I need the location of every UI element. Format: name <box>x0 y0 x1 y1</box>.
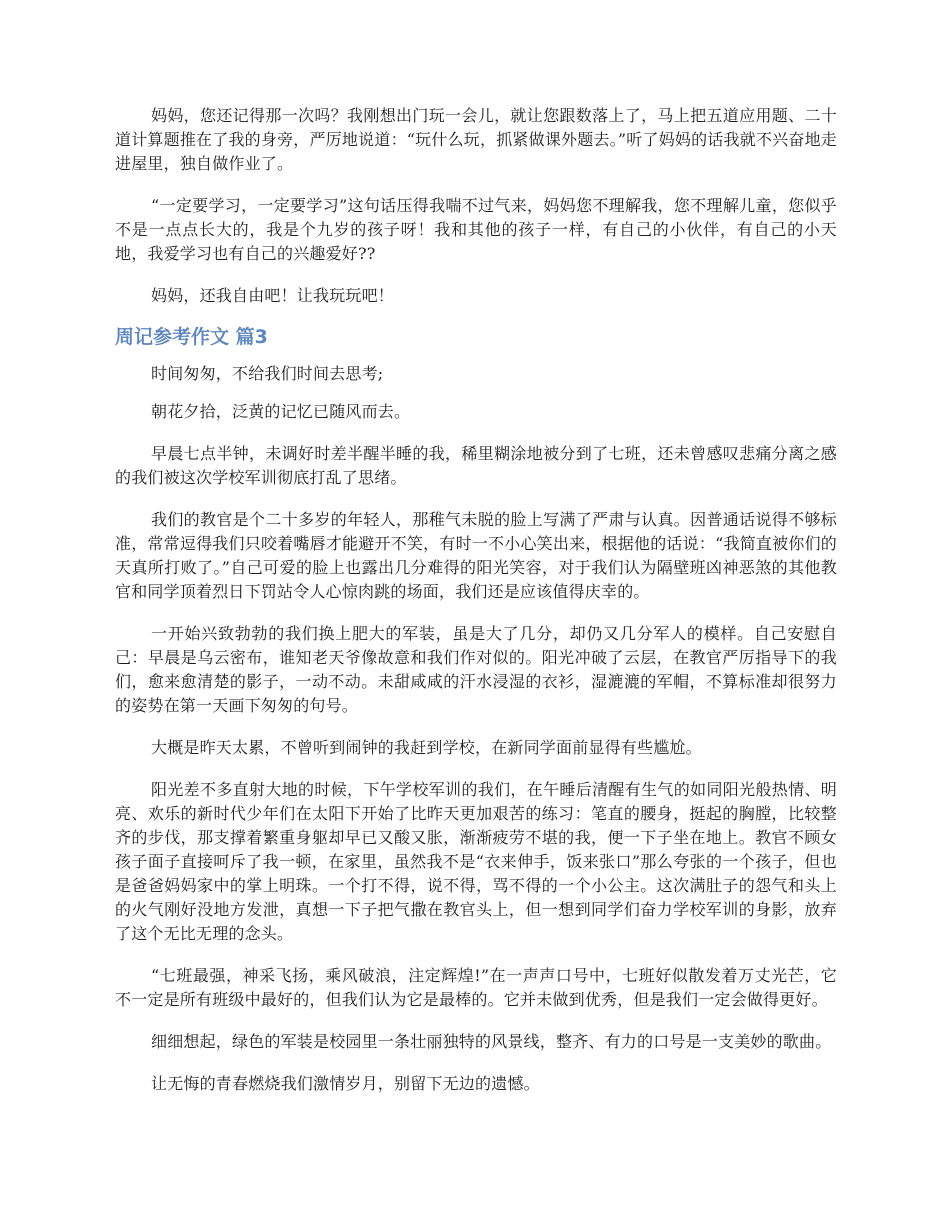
paragraph: “一定要学习，一定要学习”这句话压得我喘不过气来，妈妈您不理解我，您不理解儿童，您似乎不是一点点长大的，我是个九岁的孩子呀！我和其他的孩子一样，有自己的小伙伴，有自己的小天地，我爱学习也有自己的兴趣爱好?? <box>115 196 837 263</box>
paragraph: 阳光差不多直射大地的时候，下午学校军训的我们，在午睡后清醒有生气的如同阳光般热情、明亮、欢乐的新时代少年们在太阳下开始了比昨天更加艰苦的练习：笔直的腰身，挺起的胸膛，比较整齐的步伐，那支撑着繁重身躯却早已又酸又胀，渐渐疲劳不堪的我，便一下子坐在地上。教官不顾女孩子面子直接呵斥了我一顿，在家里，虽然我不是“衣来伸手，饭来张口”那么夸张的一个孩子，但也是爸爸妈妈家中的掌上明珠。一个打不得，说不得，骂不得的一个小公主。这次满肚子的怨气和头上的火气刚好没地方发泄，真想一下子把气撒在教官头上，但一想到同学们奋力学校军训的身影，放弃了这个无比无理的念头。 <box>115 780 837 943</box>
paragraph: 妈妈，还我自由吧！让我玩玩吧！ <box>151 286 395 305</box>
paragraph: 妈妈，您还记得那一次吗？我刚想出门玩一会儿，就让您跟数落上了，马上把五道应用题、二十道计算题推在了我的身旁，严厉地说道：“玩什么玩，抓紧做课外题去。”听了妈妈的话我就不兴奋地走进屋里，独自做作业了。 <box>115 106 837 173</box>
paragraph: 早晨七点半钟，未调好时差半醒半睡的我，稀里糊涂地被分到了七班，还未曾感叹悲痛分离之感的我们被这次学校军训彻底打乱了思绪。 <box>115 444 837 487</box>
paragraph: 时间匆匆，不给我们时间去思考; <box>151 364 384 383</box>
paragraph: 朝花夕拾，泛黄的记忆已随风而去。 <box>151 402 411 421</box>
paragraph: 让无悔的青春燃烧我们激情岁月，别留下无边的遗憾。 <box>151 1074 540 1093</box>
paragraph: 细细想起，绿色的军装是校园里一条壮丽独特的风景线，整齐、有力的口号是一支美妙的歌曲。 <box>151 1032 832 1051</box>
paragraph: 一开始兴致勃勃的我们换上肥大的军装，虽是大了几分，却仍又几分军人的模样。自己安慰自己：早晨是乌云密布，谁知老天爷像故意和我们作对似的。阳光冲破了云层，在教官严厉指导下的我们，愈来愈清楚的影子，一动不动。未甜咸咸的汗水浸湿的衣衫，湿漉漉的军帽，不算标准却很努力的姿势在第一天画下匆匆的句号。 <box>115 624 837 715</box>
paragraph: 大概是昨天太累，不曾听到闹钟的我赶到学校，在新同学面前显得有些尴尬。 <box>151 738 702 757</box>
document-page <box>115 104 837 1114</box>
paragraph: “七班最强，神采飞扬，乘风破浪，注定辉煌!”在一声声口号中，七班好似散发着万丈光芒，它不一定是所有班级中最好的，但我们认为它是最棒的。它并未做到优秀，但是我们一定会做得更好。 <box>115 966 837 1009</box>
paragraph: 我们的教官是个二十多岁的年轻人，那稚气未脱的脸上写满了严肃与认真。因普通话说得不够标准，常常逗得我们只咬着嘴唇才能避开不笑，有时一不小心笑出来，根据他的话说：“我简直被你们的天真所打败了。”自己可爱的脸上也露出几分难得的阳光笑容，对于我们认为隔壁班凶神恶煞的其他教官和同学顶着烈日下罚站令人心惊肉跳的场面，我们还是应该值得庆幸的。 <box>115 510 837 601</box>
section-heading: 周记参考作文 篇3 <box>115 326 268 348</box>
